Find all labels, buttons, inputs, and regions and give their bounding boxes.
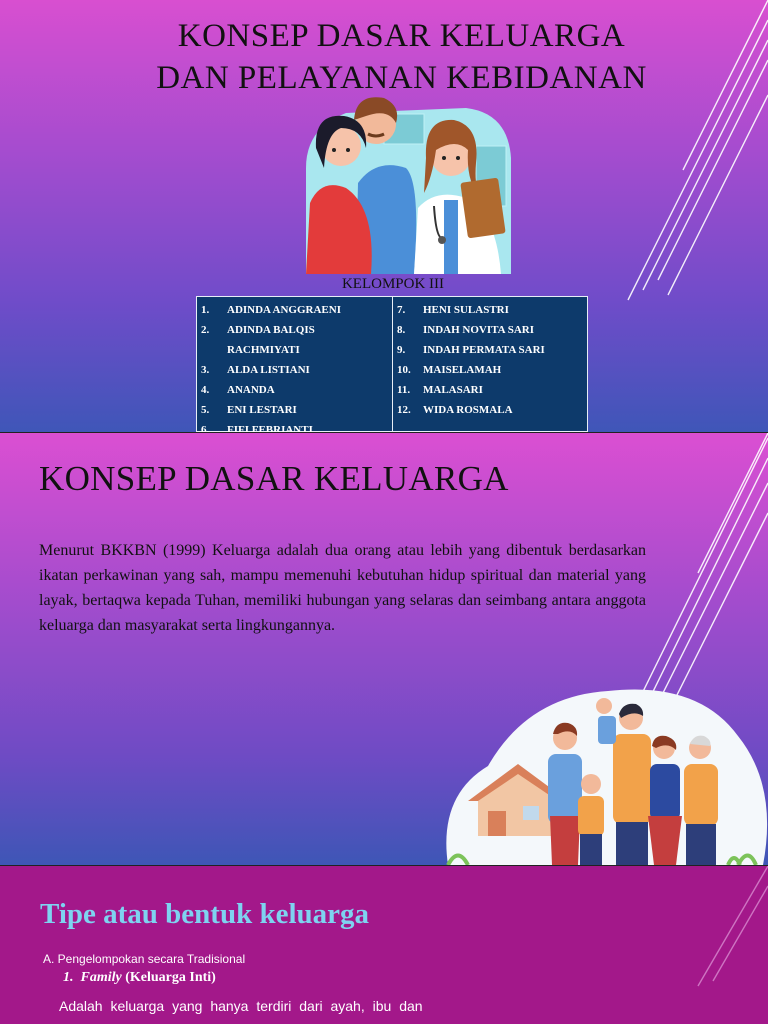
member-row: 11. MALASARI <box>397 384 483 396</box>
member-row: 4. ANANDA <box>201 384 275 396</box>
member-row: 12. WIDA ROSMALA <box>397 404 513 416</box>
item-term: Family <box>80 970 122 985</box>
member-row: 10. MAISELAMAH <box>397 364 502 376</box>
member-row: 6. FIFI FEBRIANTI <box>201 424 313 432</box>
section-title: KONSEP DASAR KELUARGA <box>39 459 509 498</box>
item-number: 1. <box>63 970 74 985</box>
member-row: 1. ADINDA ANGGRAENI <box>201 304 341 316</box>
slide-family-types <box>0 866 768 1024</box>
item-rest: (Keluarga Inti) <box>125 970 216 985</box>
family-house-illustration <box>438 676 768 865</box>
members-table <box>196 296 588 432</box>
member-row: 7. HENI SULASTRI <box>397 304 509 316</box>
member-row: RACHMIYATI <box>227 344 300 356</box>
decorative-lines <box>468 866 768 1024</box>
member-row: 9. INDAH PERMATA SARI <box>397 344 545 356</box>
group-label: KELOMPOK III <box>341 276 445 292</box>
midwife-family-illustration <box>296 88 518 274</box>
slide-definition <box>0 433 768 865</box>
item-description: Adalah keluarga yang hanya terdiri dari ayah, ibu dan <box>59 998 423 1014</box>
subheading: A. Pengelompokan secara Tradisional <box>43 952 246 966</box>
member-row: 8. INDAH NOVITA SARI <box>397 324 535 336</box>
members-column-right <box>392 297 587 431</box>
member-row: 2. ADINDA BALQIS <box>201 324 315 336</box>
list-item <box>63 970 216 986</box>
member-row: 3. ALDA LISTIANI <box>201 364 310 376</box>
cover-title: KONSEP DASAR KELUARGA DAN PELAYANAN KEBIDANAN <box>156 18 647 96</box>
member-row: 5. ENI LESTARI <box>201 404 297 416</box>
section-title: Tipe atau bentuk keluarga <box>40 898 370 930</box>
definition-paragraph: Menurut BKKBN (1999) Keluarga adalah dua orang atau lebih yang dibentuk berdasarkan ikatan perkawinan yang sah, mampu memenuhi kebutuhan hidup spiritual dan material yang layak, bertaqwa kepada Tuhan, memiliki hubungan yang selaras dan seimbang antara anggota keluarga dan masyarakat serta lingkungannya. <box>39 542 646 634</box>
slide-cover <box>0 0 768 432</box>
members-column-left <box>197 297 392 431</box>
